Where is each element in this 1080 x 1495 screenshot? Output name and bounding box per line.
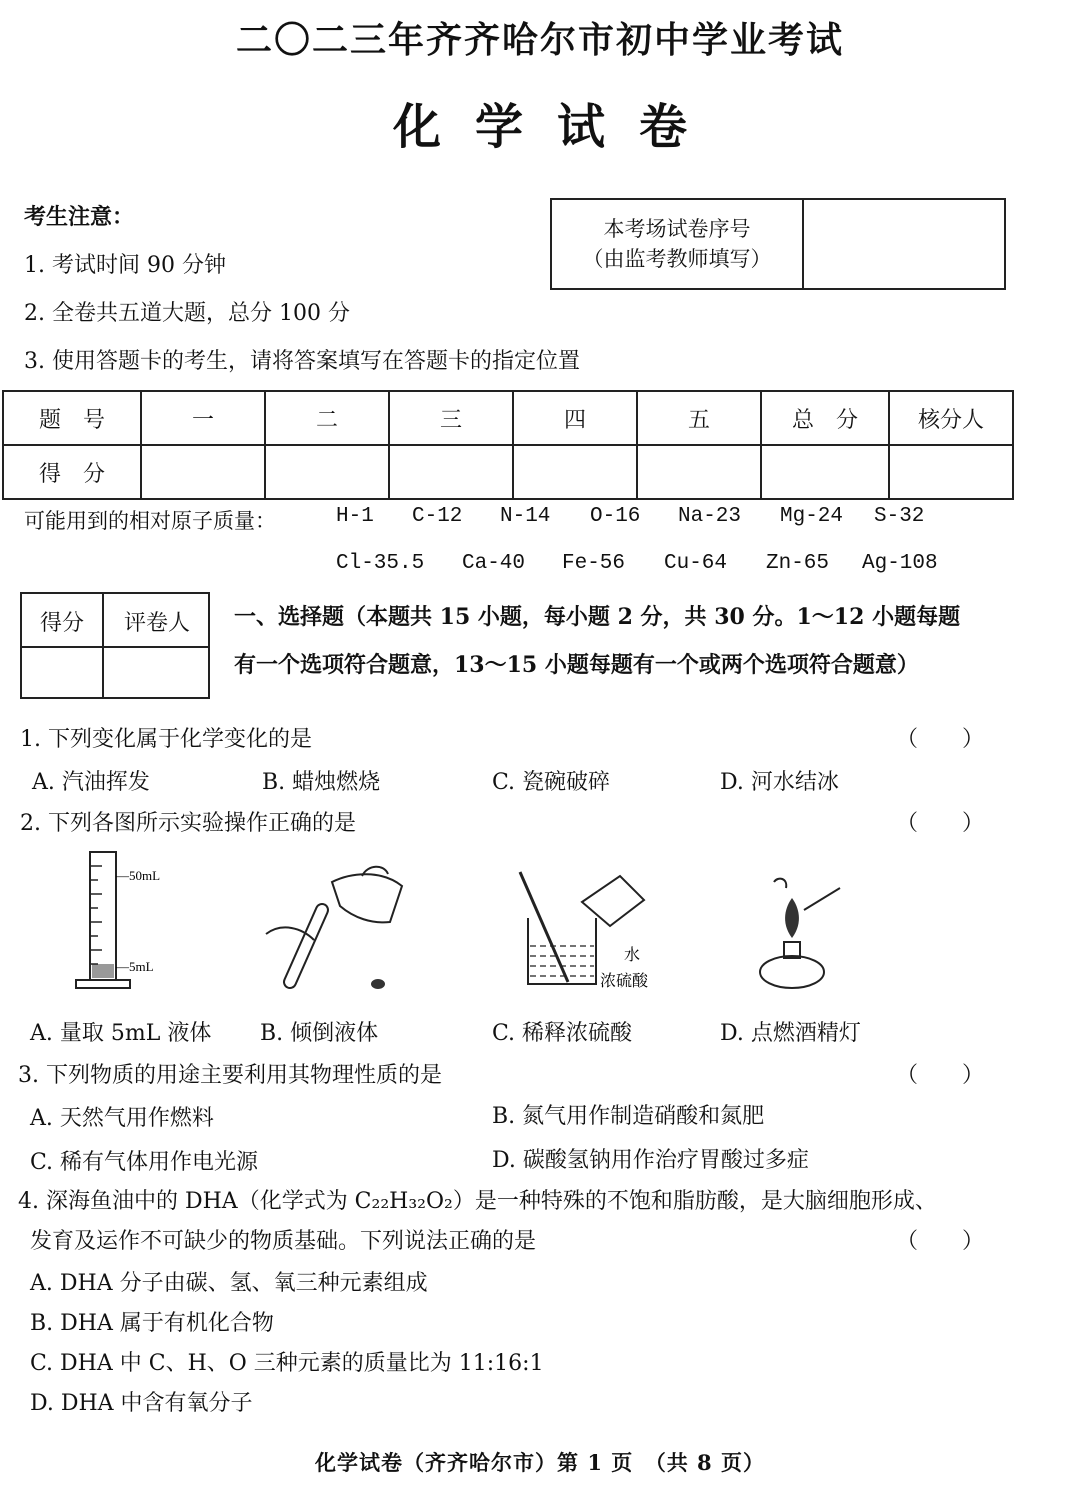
grader-name-label: 评卷人 — [123, 611, 190, 636]
notice-heading: 考生注意： — [24, 204, 135, 230]
option-b: B. 蜡烛燃烧 — [262, 770, 381, 795]
question-stem: 2. 下列各图所示实验操作正确的是 — [20, 811, 356, 836]
score-cell[interactable] — [637, 445, 761, 499]
atomic-mass: C-12 — [412, 505, 463, 528]
exam-title: 二〇二三年齐齐哈尔市初中学业考试 — [235, 19, 844, 61]
table-header-cell: 总 分 — [761, 391, 889, 445]
option-d: D. 河水结冰 — [720, 770, 839, 795]
acid-label: 浓硫酸 — [600, 971, 649, 990]
option-c: C. 稀有气体用作电光源 — [30, 1150, 259, 1175]
atomic-mass-label: 可能用到的相对原子质量： — [24, 509, 276, 533]
option-d: D. DHA 中含有氧分子 — [30, 1391, 253, 1416]
sequence-label — [552, 200, 804, 288]
grader-box — [20, 592, 210, 699]
option-a: A. 汽油挥发 — [32, 770, 150, 795]
atomic-mass: N-14 — [500, 505, 551, 528]
score-cell[interactable] — [389, 445, 513, 499]
atomic-mass: S-32 — [874, 505, 925, 528]
atomic-mass: Na-23 — [678, 505, 742, 528]
answer-paren[interactable]: （ ） — [896, 811, 985, 836]
score-cell[interactable] — [513, 445, 637, 499]
question-stem: 4. 深海鱼油中的 DHA（化学式为 C₂₂H₃₂O₂）是一种特殊的不饱和脂肪酸，是大脑细胞形成、 — [18, 1189, 937, 1214]
atomic-mass: Fe-56 — [562, 552, 626, 575]
table-header-cell: 五 — [637, 391, 761, 445]
pouring-liquid-figure — [262, 862, 422, 992]
table-row-label: 得 分 — [3, 445, 141, 499]
graduated-cylinder-figure — [70, 848, 190, 998]
option-d: D. 碳酸氢钠用作治疗胃酸过多症 — [492, 1148, 809, 1173]
table-header-cell: 一 — [141, 391, 265, 445]
notice-item: 2. 全卷共五道大题，总分 100 分 — [24, 301, 350, 326]
score-cell[interactable] — [889, 445, 1013, 499]
atomic-mass: H-1 — [336, 505, 374, 528]
question-stem: 3. 下列物质的用途主要利用其物理性质的是 — [18, 1063, 442, 1088]
atomic-mass: Cu-64 — [664, 552, 728, 575]
question-stem: 1. 下列变化属于化学变化的是 — [20, 727, 312, 752]
score-table — [2, 390, 1014, 500]
notice-item: 1. 考试时间 90 分钟 — [24, 253, 226, 278]
atomic-mass: Zn-65 — [766, 552, 830, 575]
option-a: A. DHA 分子由碳、氢、氧三种元素组成 — [30, 1271, 428, 1296]
table-header-cell: 核分人 — [889, 391, 1013, 445]
water-label: 水 — [624, 945, 641, 964]
table-row — [3, 445, 1013, 499]
score-cell[interactable] — [141, 445, 265, 499]
option-c: C. DHA 中 C、H、O 三种元素的质量比为 11:16:1 — [30, 1351, 544, 1376]
sequence-fill-area[interactable] — [804, 200, 1004, 288]
alcohol-lamp-figure — [752, 876, 852, 996]
atomic-mass: Mg-24 — [780, 505, 844, 528]
table-header-cell: 二 — [265, 391, 389, 445]
diluting-acid-figure — [512, 866, 672, 996]
sequence-label-line1: 本考场试卷序号 — [603, 217, 751, 241]
sequence-label-line2: （由监考教师填写） — [582, 247, 772, 271]
table-header-cell: 三 — [389, 391, 513, 445]
option-c: C. 稀释浓硫酸 — [492, 1021, 633, 1046]
option-b: B. 氮气用作制造硝酸和氮肥 — [492, 1104, 765, 1129]
section-heading: 有一个选项符合题意，13～15 小题每题有一个或两个选项符合题意） — [234, 652, 919, 678]
table-header-cell: 四 — [513, 391, 637, 445]
option-b: B. 倾倒液体 — [260, 1021, 379, 1046]
answer-paren[interactable]: （ ） — [896, 1229, 985, 1254]
option-d: D. 点燃酒精灯 — [720, 1021, 861, 1046]
score-cell[interactable] — [761, 445, 889, 499]
atomic-mass: Ca-40 — [462, 552, 526, 575]
answer-paren[interactable]: （ ） — [896, 727, 985, 752]
option-a: A. 天然气用作燃料 — [30, 1106, 214, 1131]
grader-score-label: 得分 — [39, 611, 84, 636]
option-b: B. DHA 属于有机化合物 — [30, 1311, 274, 1336]
atomic-mass: Cl-35.5 — [336, 552, 425, 575]
table-header-cell: 题 号 — [3, 391, 141, 445]
subject-title: 化学试卷 — [392, 99, 721, 155]
notice-item: 3. 使用答题卡的考生，请将答案填写在答题卡的指定位置 — [24, 349, 580, 374]
section-heading: 一、选择题（本题共 15 小题，每小题 2 分，共 30 分。1～12 小题每题 — [234, 604, 961, 630]
option-a: A. 量取 5mL 液体 — [30, 1021, 212, 1046]
table-row — [3, 391, 1013, 445]
atomic-mass: Ag-108 — [862, 552, 938, 575]
question-stem-cont: 发育及运作不可缺少的物质基础。下列说法正确的是 — [30, 1229, 537, 1254]
answer-paren[interactable]: （ ） — [896, 1063, 985, 1088]
page-footer: 化学试卷（齐齐哈尔市）第 1 页 （共 8 页） — [315, 1450, 765, 1475]
option-c: C. 瓷碗破碎 — [492, 770, 611, 795]
exam-sequence-box — [550, 198, 1006, 290]
cylinder-label-top: —50mL — [116, 868, 161, 883]
atomic-mass: O-16 — [590, 505, 641, 528]
score-cell[interactable] — [265, 445, 389, 499]
cylinder-label-bottom: —5mL — [116, 959, 154, 974]
